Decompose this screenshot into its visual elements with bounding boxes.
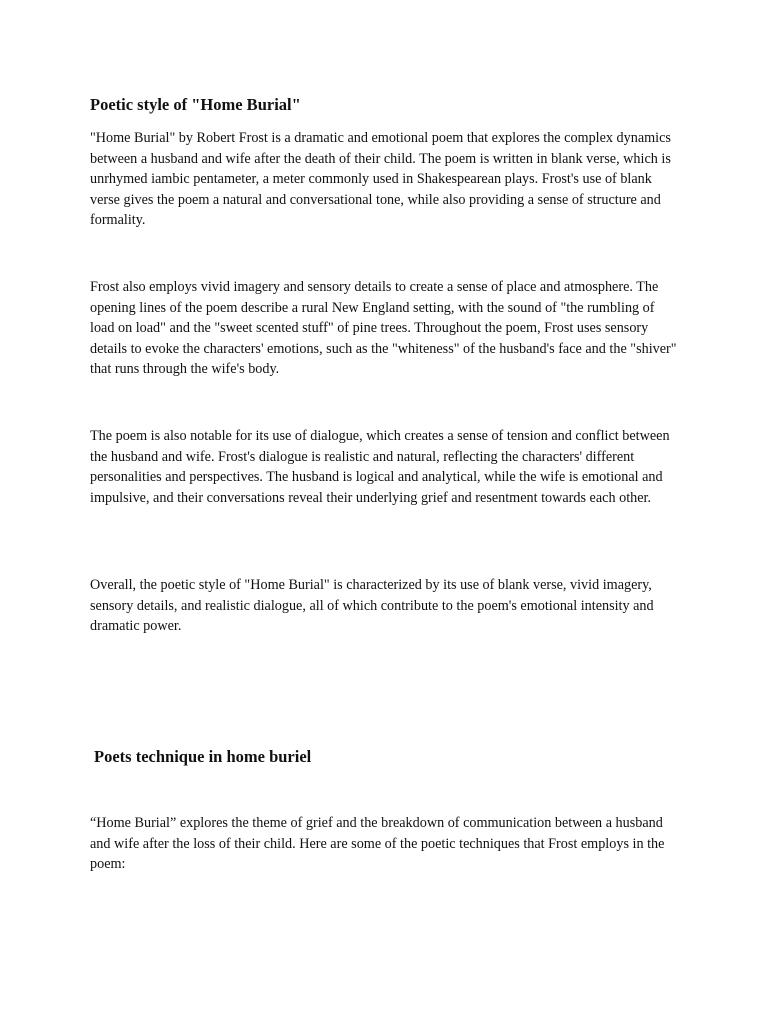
paragraph-imagery: Frost also employs vivid imagery and sensory details to create a sense of place and atmosphere. The opening lines of the poem describe a rural New England setting, with the sound of "the rumbling of load on load" and the "sweet scented stuff" of pine trees. Throughout the poem, Frost uses sensory details to evoke the characters' emotions, such as the "whiteness" of the husband's face and the "shiver" that runs through the wife's body. xyxy=(90,279,677,378)
paragraph-overall: Overall, the poetic style of "Home Burial" is characterized by its use of blank verse, vivid imagery, sensory details, and realistic dialogue, all of which contribute to the poem's emotional intensity and dramatic power. xyxy=(90,577,654,635)
paragraph-dialogue: The poem is also notable for its use of dialogue, which creates a sense of tension and conflict between the husband and wife. Frost's dialogue is realistic and natural, reflecting the characters' different personalities and perspectives. The husband is logical and analytical, while the wife is emotional and impulsive, and their conversations reveal their underlying grief and resentment towards each other. xyxy=(90,428,670,506)
paragraph-techniques-intro: “Home Burial” explores the theme of grief and the breakdown of communication between a husband and wife after the loss of their child. Here are some of the poetic techniques that Frost employs in the poem: xyxy=(90,815,665,873)
paragraph-blank-verse: "Home Burial" by Robert Frost is a dramatic and emotional poem that explores the complex dynamics between a husband and wife after the death of their child. The poem is written in blank verse, which is unrhymed iambic pentameter, a meter commonly used in Shakespearean plays. Frost's use of blank verse gives the poem a natural and conversational tone, while also providing a sense of structure and formality. xyxy=(90,130,671,229)
section-heading-poetic-style: Poetic style of "Home Burial" xyxy=(90,95,301,114)
section-heading-techniques: Poets technique in home buriel xyxy=(94,747,312,766)
